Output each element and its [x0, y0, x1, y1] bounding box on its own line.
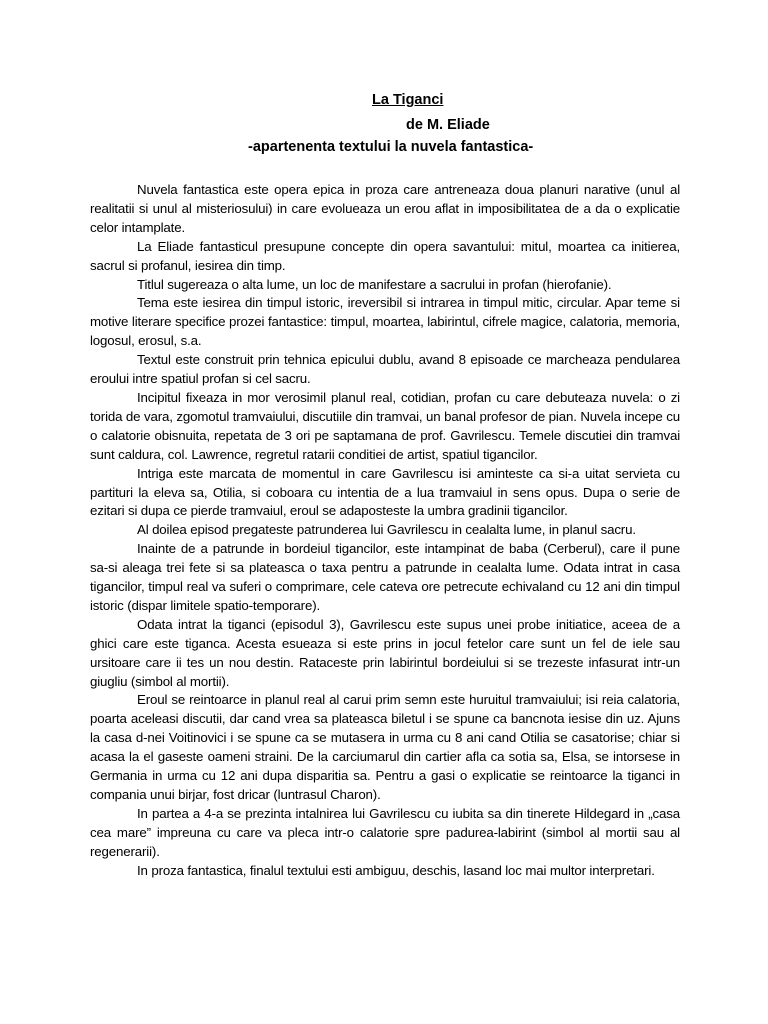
- paragraph: Titlul sugereaza o alta lume, un loc de manifestare a sacrului in profan (hierofanie).: [137, 276, 612, 292]
- paragraph: Incipitul fixeaza in mor verosimil planul real, cotidian, profan cu care debuteaza nuvela: o zi torida de vara, zgomotul tramvaiului, discutiile din tramvai, un banal profesor de pian. Nuvela incepe cu o calatorie obisnuita, repetata de 3 ori pe saptamana de prof. Gavrilescu. Temele discutiei din tramvai sunt caldura, col. Lawrence, regretul ratarii conditiei de artist, spatiul tigancilor.: [90, 389, 680, 462]
- paragraph: Intriga este marcata de momentul in care Gavrilescu isi aminteste ca si-a uitat servieta cu partituri la eleva sa, Otilia, si coboara cu intentia de a lua tramvaiul in sens opus. Dupa o serie de ezitari si dupa ce pierde tramvaiul, eroul se adaposteste la umbra gradinii tigancilor.: [90, 465, 680, 519]
- paragraph: Tema este iesirea din timpul istoric, ireversibil si intrarea in timpul mitic, circular. Apar teme si motive literare specifice prozei fantastice: timpul, moartea, labirintul, cifrele magice, calatoria, memoria, logosul, erosul, s.a.: [90, 295, 680, 349]
- document-subtitle: -apartenenta textului la nuvela fantastica-: [248, 139, 534, 155]
- paragraph: Eroul se reintoarce in planul real al carui prim semn este huruitul tramvaiului; isi reia calatoria, poarta aceleasi discutii, dar cand vrea sa plateasca biletul i se spune ca bancnota iesise din uz. Ajuns la casa d-nei Voitinovici i se spune ca se mutasera in urma cu 8 ani cand Otilia se casatorise; chiar si acasa la el gaseste oameni straini. De la carciumarul din cartier afla ca sotia sa, Elsa, se intorsese in Germania in urma cu 12 ani dupa disparitia sa. Pentru a gasi o explicatie se reintoarce la tiganci in compania unui birjar, fost dricar (luntrasul Charon).: [90, 692, 680, 802]
- paragraph: Odata intrat la tiganci (episodul 3), Gavrilescu este supus unei probe initiatice, aceea de a ghici care este tiganca. Acesta esueaza si este prins in jocul fetelor care sunt un fel de iele sau ursitoare care ii tes un nou destin. Rataceste prin labirintul bordeiului si se trezeste infasurat intr-un giugliu (simbol al mortii).: [90, 616, 680, 689]
- paragraph: Nuvela fantastica este opera epica in proza care antreneaza doua planuri narative (unul al realitatii si unul al misteriosului) in care evolueaza un erou aflat in imposibilitatea de a da o explicatie celor intamplate.: [90, 182, 680, 235]
- paragraph: Al doilea episod pregateste patrunderea lui Gavrilescu in cealalta lume, in planul sacru.: [137, 522, 636, 538]
- document-body: [90, 181, 680, 881]
- document-author: de M. Eliade: [406, 117, 490, 133]
- paragraph: Textul este construit prin tehnica epicului dublu, avand 8 episoade ce marcheaza pendularea eroului intre spatiul profan si cel sacru.: [90, 352, 680, 387]
- paragraph: La Eliade fantasticul presupune concepte din opera savantului: mitul, moartea ca initierea, sacrul si profanul, iesirea din timp.: [90, 238, 680, 273]
- paragraph: In partea a 4-a se prezinta intalnirea lui Gavrilescu cu iubita sa din tinerete Hildegard in „casa cea mare” impreuna cu care va pleca intr-o calatorie spre padurea-labirint (simbol al mortii sau al regenerarii).: [90, 805, 680, 859]
- document-title: La Tiganci: [372, 92, 444, 108]
- paragraph: Inainte de a patrunde in bordeiul tigancilor, este intampinat de baba (Cerberul), care il pune sa-si aleaga trei fete si sa plateasca o taxa pentru a patrunde in cealalta lume. Odata intrat in casa tigancilor, timpul real va suferi o comprimare, cele cateva ore petrecute echivaland cu 12 ani din timpul istoric (dispar limitele spatio-temporare).: [90, 541, 680, 613]
- paragraph: In proza fantastica, finalul textului esti ambiguu, deschis, lasand loc mai multor interpretari.: [137, 862, 655, 878]
